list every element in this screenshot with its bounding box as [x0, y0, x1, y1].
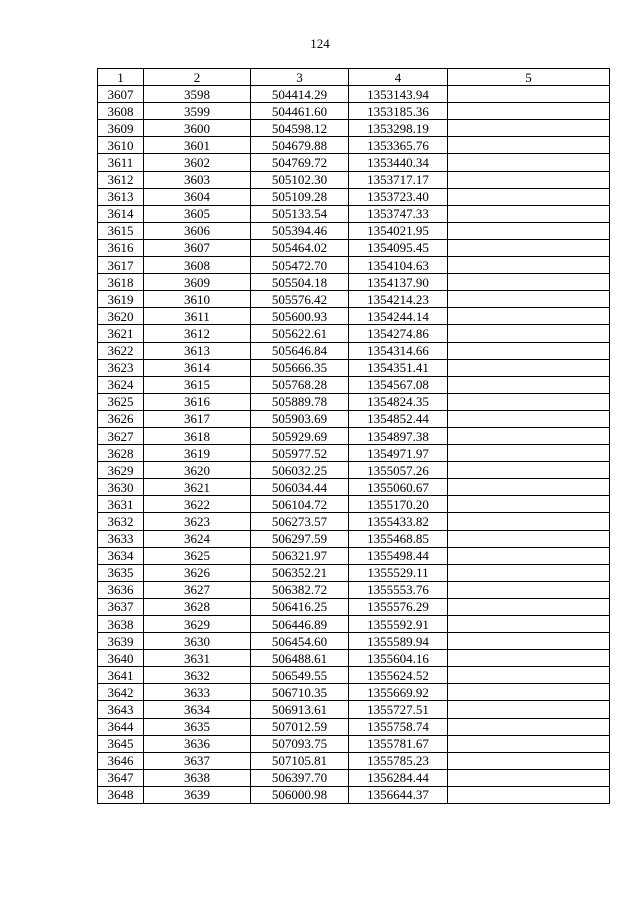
table-cell: 506488.61 [251, 650, 349, 667]
table-cell: 3637 [144, 752, 251, 769]
table-row [98, 154, 610, 171]
table-cell [448, 684, 610, 701]
table-row [98, 103, 610, 120]
table-cell: 1355433.82 [349, 513, 448, 530]
table-cell: 1354314.66 [349, 342, 448, 359]
table-row [98, 205, 610, 222]
table-cell: 505903.69 [251, 410, 349, 427]
table-cell: 3610 [144, 291, 251, 308]
table-cell: 3631 [98, 496, 144, 513]
table-cell: 3612 [144, 325, 251, 342]
table-cell [448, 308, 610, 325]
table-row [98, 616, 610, 633]
table-cell: 506913.61 [251, 701, 349, 718]
table-cell: 3643 [98, 701, 144, 718]
table-cell: 1354137.90 [349, 274, 448, 291]
table-cell [448, 103, 610, 120]
table-cell: 1353723.40 [349, 188, 448, 205]
table-cell: 3625 [144, 547, 251, 564]
table-cell: 1353747.33 [349, 205, 448, 222]
table-cell: 1355624.52 [349, 667, 448, 684]
table-cell: 506273.57 [251, 513, 349, 530]
table-cell: 1355529.11 [349, 564, 448, 581]
table-cell [448, 564, 610, 581]
table-cell: 3628 [98, 445, 144, 462]
table-cell: 1355604.16 [349, 650, 448, 667]
table-cell: 3615 [144, 376, 251, 393]
table-cell [448, 769, 610, 786]
table-cell: 505133.54 [251, 205, 349, 222]
table-cell [448, 325, 610, 342]
table-cell: 507105.81 [251, 752, 349, 769]
table-cell: 505472.70 [251, 257, 349, 274]
table-row [98, 445, 610, 462]
table-cell: 3617 [144, 410, 251, 427]
table-row [98, 598, 610, 615]
table-cell: 504461.60 [251, 103, 349, 120]
column-header: 5 [448, 69, 610, 86]
table-cell: 1355170.20 [349, 496, 448, 513]
table-cell: 3613 [98, 188, 144, 205]
table-header-row [98, 69, 610, 86]
table-cell [448, 342, 610, 359]
table-cell: 3645 [98, 735, 144, 752]
table-cell: 506321.97 [251, 547, 349, 564]
table-cell: 505576.42 [251, 291, 349, 308]
table-cell: 1355785.23 [349, 752, 448, 769]
table-cell: 3642 [98, 684, 144, 701]
table-cell: 505109.28 [251, 188, 349, 205]
table-cell [448, 752, 610, 769]
table-row [98, 633, 610, 650]
table-cell: 506000.98 [251, 786, 349, 803]
table-cell: 506710.35 [251, 684, 349, 701]
table-row [98, 393, 610, 410]
table-cell: 506297.59 [251, 530, 349, 547]
table-cell: 3636 [144, 735, 251, 752]
table-row [98, 479, 610, 496]
table-cell: 1355553.76 [349, 581, 448, 598]
table-cell: 1354852.44 [349, 410, 448, 427]
table-cell: 3598 [144, 86, 251, 103]
table-cell: 3618 [144, 427, 251, 444]
table-cell: 3622 [144, 496, 251, 513]
table-cell: 3599 [144, 103, 251, 120]
table-cell: 1354897.38 [349, 427, 448, 444]
table-cell: 3621 [144, 479, 251, 496]
table-cell [448, 274, 610, 291]
table-row [98, 581, 610, 598]
table-cell: 506034.44 [251, 479, 349, 496]
table-cell: 3609 [144, 274, 251, 291]
table-cell: 3611 [98, 154, 144, 171]
table-row [98, 325, 610, 342]
table-cell: 1355576.29 [349, 598, 448, 615]
table-cell: 3619 [98, 291, 144, 308]
table-cell: 1353440.34 [349, 154, 448, 171]
table-cell: 1354214.23 [349, 291, 448, 308]
table-cell [448, 410, 610, 427]
table-cell: 1355592.91 [349, 616, 448, 633]
table-cell [448, 427, 610, 444]
column-header: 1 [98, 69, 144, 86]
table-cell: 505666.35 [251, 359, 349, 376]
table-cell: 3630 [144, 633, 251, 650]
table-cell: 3620 [98, 308, 144, 325]
table-cell: 3633 [144, 684, 251, 701]
table-cell [448, 239, 610, 256]
table-cell [448, 513, 610, 530]
table-cell [448, 735, 610, 752]
coordinates-table [97, 68, 610, 804]
table-cell: 3607 [144, 239, 251, 256]
table-cell [448, 359, 610, 376]
table-cell: 505394.46 [251, 222, 349, 239]
table-cell [448, 445, 610, 462]
table-cell: 3632 [144, 667, 251, 684]
table-cell [448, 718, 610, 735]
table-cell [448, 257, 610, 274]
table-cell: 1355589.94 [349, 633, 448, 650]
table-row [98, 701, 610, 718]
table-cell: 3619 [144, 445, 251, 462]
table-cell: 3638 [98, 616, 144, 633]
table-cell [448, 137, 610, 154]
table-cell: 3626 [98, 410, 144, 427]
table-cell: 3644 [98, 718, 144, 735]
table-row [98, 735, 610, 752]
table-cell: 3604 [144, 188, 251, 205]
table-cell [448, 462, 610, 479]
column-header: 4 [349, 69, 448, 86]
table-cell: 504769.72 [251, 154, 349, 171]
table-cell: 3640 [98, 650, 144, 667]
table-cell: 506397.70 [251, 769, 349, 786]
table-cell: 3629 [98, 462, 144, 479]
table-cell: 505929.69 [251, 427, 349, 444]
table-cell: 3608 [144, 257, 251, 274]
table-cell: 1355669.92 [349, 684, 448, 701]
table-cell: 505768.28 [251, 376, 349, 393]
table-cell [448, 222, 610, 239]
table-cell: 3622 [98, 342, 144, 359]
table-cell: 3624 [98, 376, 144, 393]
table-cell [448, 701, 610, 718]
table-row [98, 769, 610, 786]
table-cell: 505504.18 [251, 274, 349, 291]
table-cell: 1355727.51 [349, 701, 448, 718]
table-row [98, 513, 610, 530]
table-cell: 1354095.45 [349, 239, 448, 256]
table-cell: 3602 [144, 154, 251, 171]
table-cell: 505464.02 [251, 239, 349, 256]
table-cell: 3613 [144, 342, 251, 359]
table-cell: 506352.21 [251, 564, 349, 581]
table-row [98, 359, 610, 376]
table-row [98, 222, 610, 239]
table-cell: 3612 [98, 171, 144, 188]
table-row [98, 718, 610, 735]
table-cell: 3639 [144, 786, 251, 803]
table-cell [448, 547, 610, 564]
table-row [98, 308, 610, 325]
table-cell: 1353298.19 [349, 120, 448, 137]
table-cell: 3646 [98, 752, 144, 769]
table-cell: 3607 [98, 86, 144, 103]
table-cell [448, 598, 610, 615]
table-cell: 3634 [98, 547, 144, 564]
table-row [98, 427, 610, 444]
table-cell: 3630 [98, 479, 144, 496]
table-cell [448, 786, 610, 803]
table-cell: 506382.72 [251, 581, 349, 598]
table-row [98, 239, 610, 256]
table-cell: 3631 [144, 650, 251, 667]
table-row [98, 342, 610, 359]
table-cell: 1353365.76 [349, 137, 448, 154]
table-cell: 505889.78 [251, 393, 349, 410]
table-row [98, 257, 610, 274]
table-cell: 3611 [144, 308, 251, 325]
table-cell: 3635 [98, 564, 144, 581]
table-cell: 3625 [98, 393, 144, 410]
table-cell: 3647 [98, 769, 144, 786]
table-cell: 506032.25 [251, 462, 349, 479]
table-cell: 3609 [98, 120, 144, 137]
table-cell [448, 479, 610, 496]
table-row [98, 188, 610, 205]
table-cell: 3626 [144, 564, 251, 581]
table-cell: 506454.60 [251, 633, 349, 650]
table-cell: 3615 [98, 222, 144, 239]
table-cell [448, 650, 610, 667]
table-cell: 3605 [144, 205, 251, 222]
table-cell: 3632 [98, 513, 144, 530]
table-cell: 3618 [98, 274, 144, 291]
table-cell: 1354244.14 [349, 308, 448, 325]
table-cell: 1354824.35 [349, 393, 448, 410]
table-row [98, 137, 610, 154]
table-cell: 3627 [98, 427, 144, 444]
table-row [98, 291, 610, 308]
table-cell [448, 154, 610, 171]
table-cell: 3603 [144, 171, 251, 188]
table-row [98, 564, 610, 581]
table-cell: 3641 [98, 667, 144, 684]
table-cell [448, 376, 610, 393]
table-cell: 3617 [98, 257, 144, 274]
table-cell [448, 496, 610, 513]
table-cell: 1354021.95 [349, 222, 448, 239]
table-cell [448, 530, 610, 547]
table-cell: 505622.61 [251, 325, 349, 342]
table-cell [448, 393, 610, 410]
table-cell: 506549.55 [251, 667, 349, 684]
table-row [98, 120, 610, 137]
table-cell: 3639 [98, 633, 144, 650]
column-header: 2 [144, 69, 251, 86]
table-row [98, 684, 610, 701]
table-cell [448, 86, 610, 103]
table-cell: 504598.12 [251, 120, 349, 137]
table-cell: 1353185.36 [349, 103, 448, 120]
table-cell: 1354104.63 [349, 257, 448, 274]
table-cell: 3600 [144, 120, 251, 137]
table-cell: 3623 [144, 513, 251, 530]
table-cell: 1354567.08 [349, 376, 448, 393]
table-cell: 506416.25 [251, 598, 349, 615]
table-cell: 1354351.41 [349, 359, 448, 376]
table-cell: 3624 [144, 530, 251, 547]
table-row [98, 496, 610, 513]
table-cell: 504679.88 [251, 137, 349, 154]
table-cell: 1354274.86 [349, 325, 448, 342]
table-cell: 1356644.37 [349, 786, 448, 803]
table-cell: 3627 [144, 581, 251, 598]
table-cell: 1355781.67 [349, 735, 448, 752]
table-cell: 3637 [98, 598, 144, 615]
table-cell: 505102.30 [251, 171, 349, 188]
table-cell: 507093.75 [251, 735, 349, 752]
table-body [98, 86, 610, 804]
table-cell: 1355057.26 [349, 462, 448, 479]
table-cell: 3636 [98, 581, 144, 598]
table-cell [448, 581, 610, 598]
table-cell: 3628 [144, 598, 251, 615]
table-cell: 504414.29 [251, 86, 349, 103]
table-row [98, 667, 610, 684]
table-cell: 3614 [144, 359, 251, 376]
table-cell: 3635 [144, 718, 251, 735]
table-cell: 3616 [98, 239, 144, 256]
table-cell: 3648 [98, 786, 144, 803]
table-row [98, 752, 610, 769]
table-cell: 3634 [144, 701, 251, 718]
table-cell [448, 667, 610, 684]
table-cell: 505646.84 [251, 342, 349, 359]
table-cell [448, 171, 610, 188]
table-cell [448, 188, 610, 205]
column-header: 3 [251, 69, 349, 86]
table-cell [448, 120, 610, 137]
table-cell: 3608 [98, 103, 144, 120]
table-row [98, 376, 610, 393]
table-cell: 3623 [98, 359, 144, 376]
table-row [98, 274, 610, 291]
table-cell: 1355758.74 [349, 718, 448, 735]
page-number: 124 [310, 36, 330, 51]
table-cell: 1354971.97 [349, 445, 448, 462]
table-cell [448, 616, 610, 633]
table-cell: 3620 [144, 462, 251, 479]
table-cell: 3606 [144, 222, 251, 239]
table-cell: 507012.59 [251, 718, 349, 735]
table-cell: 506104.72 [251, 496, 349, 513]
table-cell [448, 633, 610, 650]
table-cell: 1356284.44 [349, 769, 448, 786]
table-cell [448, 291, 610, 308]
table-cell: 1355060.67 [349, 479, 448, 496]
table-cell: 3638 [144, 769, 251, 786]
table-row [98, 530, 610, 547]
table-cell: 3614 [98, 205, 144, 222]
table-cell: 505600.93 [251, 308, 349, 325]
table-cell [448, 205, 610, 222]
table-cell: 3601 [144, 137, 251, 154]
table-row [98, 786, 610, 803]
table-cell: 3621 [98, 325, 144, 342]
table-cell: 3616 [144, 393, 251, 410]
table-cell: 1355498.44 [349, 547, 448, 564]
table-cell: 505977.52 [251, 445, 349, 462]
table-row [98, 462, 610, 479]
table-cell: 1355468.85 [349, 530, 448, 547]
table-cell: 506446.89 [251, 616, 349, 633]
table-row [98, 171, 610, 188]
table-row [98, 86, 610, 103]
table-cell: 1353143.94 [349, 86, 448, 103]
table-cell: 3610 [98, 137, 144, 154]
table-row [98, 410, 610, 427]
table-cell: 3633 [98, 530, 144, 547]
table-cell: 3629 [144, 616, 251, 633]
table-row [98, 650, 610, 667]
table-cell: 1353717.17 [349, 171, 448, 188]
table-row [98, 547, 610, 564]
